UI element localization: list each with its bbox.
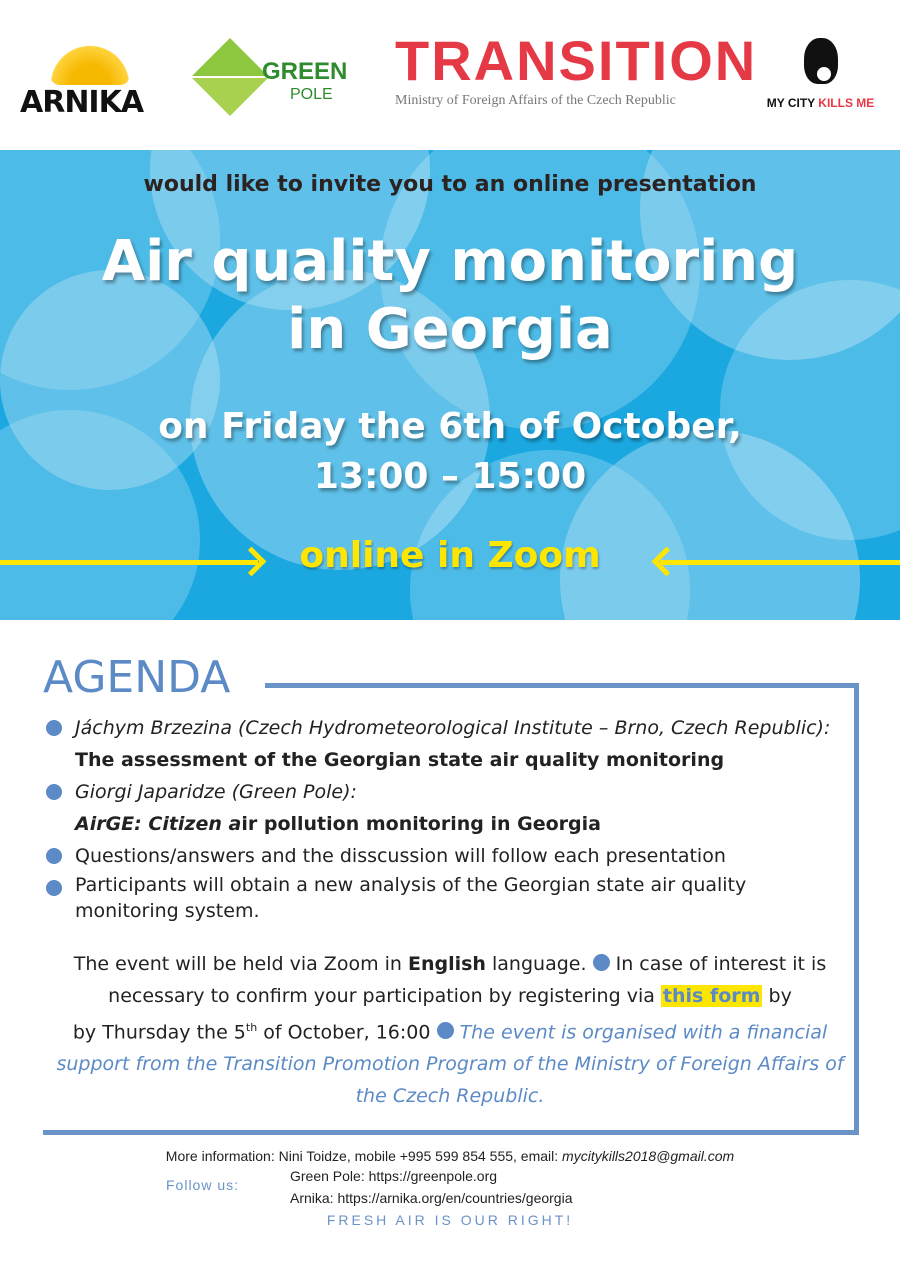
slogan: FRESH AIR IS OUR RIGHT! xyxy=(326,1212,574,1228)
title-line: Air quality monitoring xyxy=(101,229,799,294)
transition-text: TRANSITION xyxy=(395,29,758,92)
my-city-text xyxy=(758,96,883,110)
topic-italic: AirGE: Citizen a xyxy=(75,813,242,835)
online-zoom-text: online in Zoom xyxy=(299,535,601,576)
my-city-kills-me-logo xyxy=(758,38,883,110)
bullet-icon xyxy=(437,1022,454,1039)
text: In case of interest it is necessary to confirm your participation by registering via xyxy=(108,953,827,1007)
agenda-item xyxy=(46,840,846,872)
item-text: Participants will obtain a new analysis of the Georgian state air quality monitoring system. xyxy=(75,874,747,922)
text: by Thursday the 5 xyxy=(72,1021,246,1044)
gas-mask-icon xyxy=(804,38,838,84)
support-note: The event is organised with a financial support from the Transition Promotion Program of the Ministry of Foreign Affairs of the Czech Republic. xyxy=(56,1021,844,1108)
contact-text: More information: Nini Toidze, mobile +995 599 854 555, email: xyxy=(165,1148,559,1164)
text: of October, 16:00 xyxy=(263,1021,431,1044)
agenda-item xyxy=(46,776,846,840)
registration-form-link[interactable]: this form xyxy=(662,985,761,1007)
green-triangle-icon xyxy=(192,78,268,116)
superscript: th xyxy=(245,1021,258,1034)
green-pole-text: POLE xyxy=(290,86,333,103)
date-line: on Friday the 6th of October, xyxy=(158,406,742,447)
divider xyxy=(43,1130,859,1135)
text: language. xyxy=(492,953,587,975)
logo-bar xyxy=(0,0,900,150)
arnika-link[interactable]: Arnika: https://arnika.org/en/countries/georgia xyxy=(290,1190,573,1206)
bullet-icon xyxy=(46,720,62,736)
ministry-text: Ministry of Foreign Affairs of the Czech Republic xyxy=(395,93,676,108)
item-text: Questions/answers and the disscussion will follow each presentation xyxy=(75,845,726,867)
transition-logo xyxy=(395,29,758,109)
text: The event will be held via Zoom in xyxy=(73,953,402,975)
bullet-icon xyxy=(46,784,62,800)
topic: ir pollution monitoring in Georgia xyxy=(241,813,601,835)
kills-me-part: KILLS ME xyxy=(818,96,875,110)
agenda-item xyxy=(46,872,846,924)
green-pole-text: GREEN xyxy=(262,58,348,85)
green-pole-link[interactable]: Green Pole: https://greenpole.org xyxy=(290,1168,498,1184)
speaker: Jáchym Brzezina (Czech Hydrometeorological Institute – Brno, Czech Republic): xyxy=(75,717,831,739)
language: English xyxy=(407,953,486,975)
agenda-list xyxy=(46,712,846,924)
divider xyxy=(854,683,859,1135)
title-line: in Georgia xyxy=(287,297,613,362)
event-title xyxy=(0,228,900,364)
arnika-logo-text: ARNIKA xyxy=(20,85,144,120)
arnika-logo xyxy=(20,35,155,120)
topic: The assessment of the Georgian state air quality monitoring xyxy=(75,749,725,771)
green-pole-logo xyxy=(192,38,352,118)
arnika-flower-icon xyxy=(50,35,130,85)
time-line: 13:00 – 15:00 xyxy=(313,456,587,497)
follow-label: Follow us: xyxy=(166,1177,240,1193)
divider xyxy=(265,683,859,688)
more-info xyxy=(0,1148,900,1164)
agenda-heading: AGENDA xyxy=(43,652,231,703)
invite-text: would like to invite you to an online presentation xyxy=(143,172,757,197)
my-city-part: MY CITY xyxy=(766,96,815,110)
speaker: Giorgi Japaridze (Green Pole): xyxy=(75,781,357,803)
bullet-icon xyxy=(46,880,62,896)
agenda-item xyxy=(46,712,846,776)
event-details: The event will be held via Zoom in English language. In case of interest it is necessary to confirm your participation by registering via this form by by Thursday the 5th of October, 16:00 The event is organised with a financial support from the Transition Promotion Program of the Ministry of Foreign Affairs of the Czech Republic. xyxy=(56,953,844,1108)
bullet-icon xyxy=(46,848,62,864)
invitation-banner xyxy=(0,150,900,620)
bullet-icon xyxy=(593,954,610,971)
event-date xyxy=(0,402,900,502)
green-triangle-icon xyxy=(192,38,268,76)
email-link[interactable]: mycitykills2018@gmail.com xyxy=(562,1148,735,1164)
